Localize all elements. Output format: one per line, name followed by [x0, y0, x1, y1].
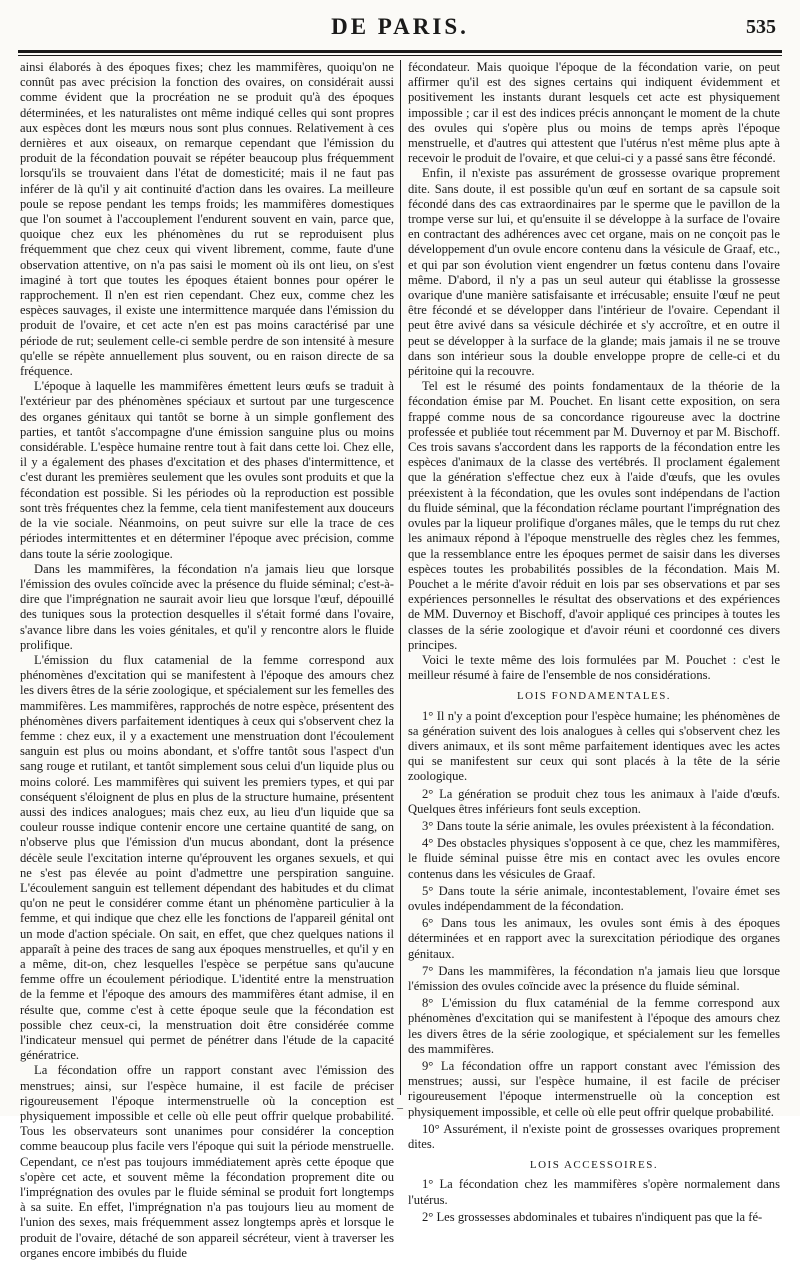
laws-heading: LOIS FONDAMENTALES. — [516, 690, 672, 703]
left-paragraph: La fécondation offre un rapport constant avec l'émission des menstrues; ainsi, sur l'espèce humaine, il est facile de préciser rigoureusement l'époque intermenstruelle où la conception est physiquement impossible et celle où elle peut offrir quelque probabilité. Tous les observateurs sont unanimes pour considérer la conception comme beaucoup plus facile vers l'époque qui suit la période menstruelle. Cependant, ce n'est pas toujours immédiatement après cette époque que s'opère cet acte, et souvent même la fécondation proprement dite ou l'imprégnation des ovules par le fluide séminal se produit fort longtemps à sa suite. En effet, l'imprégnation n'a pas toujours lieu au moment de l'union des sexes, mais fréquemment assez longtemps après et lorsque le produit de l'ovaire, détaché de son appareil sécréteur, vient à traverser les organes encore imbibés du fluide — [20, 1063, 394, 1260]
law-item: 5° Dans toute la série animale, incontestablement, l'ovaire émet ses ovules indépendamment de la fécondation. — [408, 883, 780, 913]
column-divider — [400, 60, 401, 1095]
law-item: 1° Il n'y a point d'exception pour l'espèce humaine; les phénomènes de sa génération suivent des lois analogues à celles qui s'observent chez les divers animaux, et ils sont même parfaitement identiques avec les actes qui se manifestent sur ceux qui sont placés à la tête de la série zoologique. — [408, 708, 780, 784]
left-column — [20, 60, 394, 1260]
law-item: 6° Dans tous les animaux, les ovules sont émis à des époques déterminées et en rapport avec la surexcitation périodique des organes génitaux. — [408, 916, 780, 961]
law-item: 7° Dans les mammifères, la fécondation n'a jamais lieu que lorsque l'émission des ovules coïncide avec la présence du fluide séminal. — [408, 963, 780, 993]
left-paragraph: L'époque à laquelle les mammifères émettent leurs œufs se traduit à l'extérieur par des phénomènes spéciaux et surtout par une turgescence des organes génitaux qui tantôt se borne à un simple gonflement des parties, et tantôt s'accompagne d'une émission sanguine plus ou moins considérable. L'espèce humaine rentre tout à fait dans cette loi. Chez elle, il y a également des phases d'excitation et des phases d'intermittence, et c'est durant les premières seulement que les ovules sont produits et que la fécondation est possible. Si les périodes où la reproduction est possible sont très fréquentes chez la femme, cela tient manifestement aux douceurs de la vie sociale. Néanmoins, on peut suivre sur elle la trace de ces périodes intermittentes et en déterminer l'époque avec précision, comme dans toute la série zoologique. — [20, 379, 394, 561]
running-title: DE PARIS. — [331, 14, 469, 39]
header-rule-thin — [18, 55, 782, 56]
page-header — [18, 10, 782, 50]
left-paragraph: L'émission du flux catamenial de la femme correspond aux phénomènes d'excitation qui se manifestent à l'époque des amours chez les divers êtres de la série zoologique, et spécialement sur les femelles des mammifères. Les mammifères, rapprochés de notre espèce, présentent des phénomènes divers parfaitement identiques à ceux qui s'observent chez la femme : chez eux, il y a exactement une menstruation dont l'écoulement sanguin est plus ou moins abondant, et s'offre tantôt sous l'aspect d'un sang rouge et rutilant, et tantôt simplement sous celui d'un liquide plus ou moins coloré. Les mammifères qui suivent les premiers types, et qui par conséquent s'éloignent de plus en plus de la structure humaine, présentent aussi des indices analogues; mais chez eux, au lieu d'un liquide que sa couleur rousse indique contenir encore une certaine quantité de sang, on n'observe plus que l'émission d'un mucus abondant, dont la présence décèle seule l'excitation interne qu'éprouvent les organes sexuels, et qui ne s'est pas élevée au point d'admettre une perspiration sanguine. L'écoulement sanguin est tellement dépendant des habitudes et du climat qu'on ne peut le considérer comme étant un phénomène particulier à la femme, et qui indique que chez elle les fonctions de l'appareil génital ont un mode d'action spéciale. On sait, en effet, que chez quelques nations il apparaît à peine des traces de sang aux époques menstruelles, et qu'il y en a même, dit-on, chez lesquelles l'espèce se perpétue sans qu'aucune femme offre un écoulement périodique. L'identité entre la menstruation de la femme et l'époque des amours des mammifères étant admise, il en résulte que, comme c'est à cette époque seule que la fécondation est possible chez ceux-ci, la menstruation doit être considérée comme l'indicateur mensuel qui permet de pénétrer dans l'étude de la capacité génératrice. — [20, 652, 394, 1063]
right-paragraph: Enfin, il n'existe pas assurément de grossesse ovarique proprement dite. Sans doute, il est possible qu'un œuf en sortant de sa capsule soit fécondé dans des cas extraordinaires par le sperme que le pavillon de la trompe verse sur lui, et qu'ensuite il se développe à la surface de l'ovaire en contractant des adhérences avec cet organe, mais on ne conçoit pas le développement d'un ovule encore contenu dans la vésicule de Graaf, etc., et qui par son évolution vient engendrer un fœtus contenu dans l'ovaire même. D'abord, il n'y a pas un seul auteur qui établisse la grossesse ovarique d'une manière satisfaisante et irrécusable; ensuite l'œuf ne peut être fécondé et se développer dans l'intérieur de l'ovaire. Cependant il peut être avivé dans sa vésicule déchirée et s'y accroître, et en outre il peut se développer à la surface de la glande; mais jamais il ne se trouve dans son intérieur sous la double enveloppe propre de celle-ci et du péritoine qui la recouvre. — [408, 166, 780, 379]
left-paragraph: ainsi élaborés à des époques fixes; chez les mammifères, quoiqu'on ne connût pas avec précision la fonction des ovaires, on considérait aussi comme évident que la procréation ne se produit qu'à des époques déterminées, et les naturalistes ont même indiqué celles qui sont propres aux espèces dont les mœurs nous sont plus connues. Relativement à ces dernières et aux oiseaux, on remarque cependant que l'émission du produit de la fécondation pouvait se répéter beaucoup plus fréquemment lorsqu'ils se trouvaient dans l'état de domesticité; mais il ne faut pas inférer de là qu'il y ait continuité d'action dans les ovaires. La meilleure poule se repose pendant les temps froids; les mammifères domestiques que l'on soumet à l'accouplement l'endurent souvent en vain, parce que, quoique chez eux les phénomènes du rut se reproduisent plus fréquemment que chez ceux qui vivent librement, comme, faute d'une observation attentive, on n'a pas saisi le moment où ils ont lieu, on s'est imaginé à tort que toutes les époques étaient bonnes pour opérer le rapprochement. Il n'en est rien cependant. Chez eux, comme chez les espèces sauvages, il existe une intermittence marquée dans l'émission du produit de l'ovaire, et cet acte n'en est pas moins caractérisé par une période de rut; seulement celle-ci semble perdre de son intensité à mesure qu'elle se répète annuellement plus souvent, ou en raison directe de sa fréquence. — [20, 60, 394, 379]
right-paragraph: fécondateur. Mais quoique l'époque de la fécondation varie, on peut affirmer qu'il est des signes certains qui indiquent évidemment et positivement les instants durant lesquels cet acte est physiquement impossible ; car il est des indices précis annonçant le moment de la chute des ovules qui s'opère plus ou moins de temps après l'époque menstruelle, et d'autres qui attestent que l'utérus n'est même plus apte à recevoir le produit de l'ovaire, et que celui-ci y a passé sans être fécondé. — [408, 60, 780, 166]
header-rule — [18, 50, 782, 53]
law-item: 9° La fécondation offre un rapport constant avec l'émission des menstrues; aussi, sur l'espèce humaine, il est facile de préciser rigoureusement l'époque intermenstruelle où la conception est physiquement impossible, et celle où elle peut offrir quelque probabilité. — [408, 1059, 780, 1119]
law-item: 2° La génération se produit chez tous les animaux à l'aide d'œufs. Quelques êtres inférieurs font seuls exception. — [408, 786, 780, 816]
right-paragraph: Voici le texte même des lois formulées par M. Pouchet : c'est le meilleur résumé à faire de l'ensemble de nos considérations. — [408, 652, 780, 683]
accessory-law-item: 1° La fécondation chez les mammifères s'opère normalement dans l'utérus. — [408, 1177, 780, 1207]
accessory-laws-heading: LOIS ACCESSOIRES. — [529, 1159, 659, 1172]
page-number: 535 — [746, 16, 776, 38]
law-item: 3° Dans toute la série animale, les ovules préexistent à la fécondation. — [422, 818, 775, 833]
law-item: 4° Des obstacles physiques s'opposent à ce que, chez les mammifères, le fluide séminal puisse être mis en contact avec les ovules encore contenus dans les vésicules de Graaf. — [408, 836, 780, 881]
law-item: 8° L'émission du flux cataménial de la femme correspond aux phénomènes d'excitation qui se manifestent à l'époque des amours chez les divers êtres de la série zoologique, et spécialement sur les femelles des mammifères. — [408, 996, 780, 1056]
right-paragraph: Tel est le résumé des points fondamentaux de la théorie de la fécondation émise par M. Pouchet. En lisant cette exposition, on sera frappé comme nous de sa concordance rigoureuse avec la doctrine professée et publiée tout récemment par M. Duvernoy et par M. Bischoff. Ces trois savans s'accordent dans les rapports de la fécondation entre les espèces d'animaux de la classe des vertébrés. Il proclament également que la génération s'effectue chez eux à l'aide d'œufs, que les ovules préexistent à la fécondation, que les ovules sont indépendans de l'action du fluide séminal, que la fécondation réclame pourtant l'imprégnation des ovules par la liqueur prolifique d'organes mâles, que le temps du rut chez les animaux répond à l'époque menstruelle des règles chez les femmes, que la ressemblance entre les époques permet de saisir dans les diverses espèces toutes les probabilités possibles de la fécondation. Mais M. Pouchet a le mérite d'avoir réduit en lois par ses observations et par ses expériences personnelles le résultat des observations et des expériences de MM. Duvernoy et Bischoff, d'avoir appliqué ces principes à toutes les classes de la série zoologique et d'avoir réuni et coordonné ces divers principes. — [408, 379, 780, 652]
law-item: 10° Assurément, il n'existe point de grossesses ovariques proprement dites. — [408, 1121, 780, 1152]
right-column — [408, 60, 780, 1224]
accessory-law-item: 2° Les grossesses abdominales et tubaires n'indiquent pas que la fé- — [422, 1209, 763, 1224]
left-paragraph: Dans les mammifères, la fécondation n'a jamais lieu que lorsque l'émission des ovules coïncide avec la présence du fluide séminal; c'est-à-dire que l'imprégnation ne saurait avoir lieu que lorsque l'œuf, dépouillé des tuniques sous la protection desquelles il s'était formé dans l'ovaire, s'avance libre dans les voies génitales, et qu'il y rencontre alors le fluide prolifique. — [20, 561, 394, 652]
footer-mark: – — [397, 1100, 403, 1114]
